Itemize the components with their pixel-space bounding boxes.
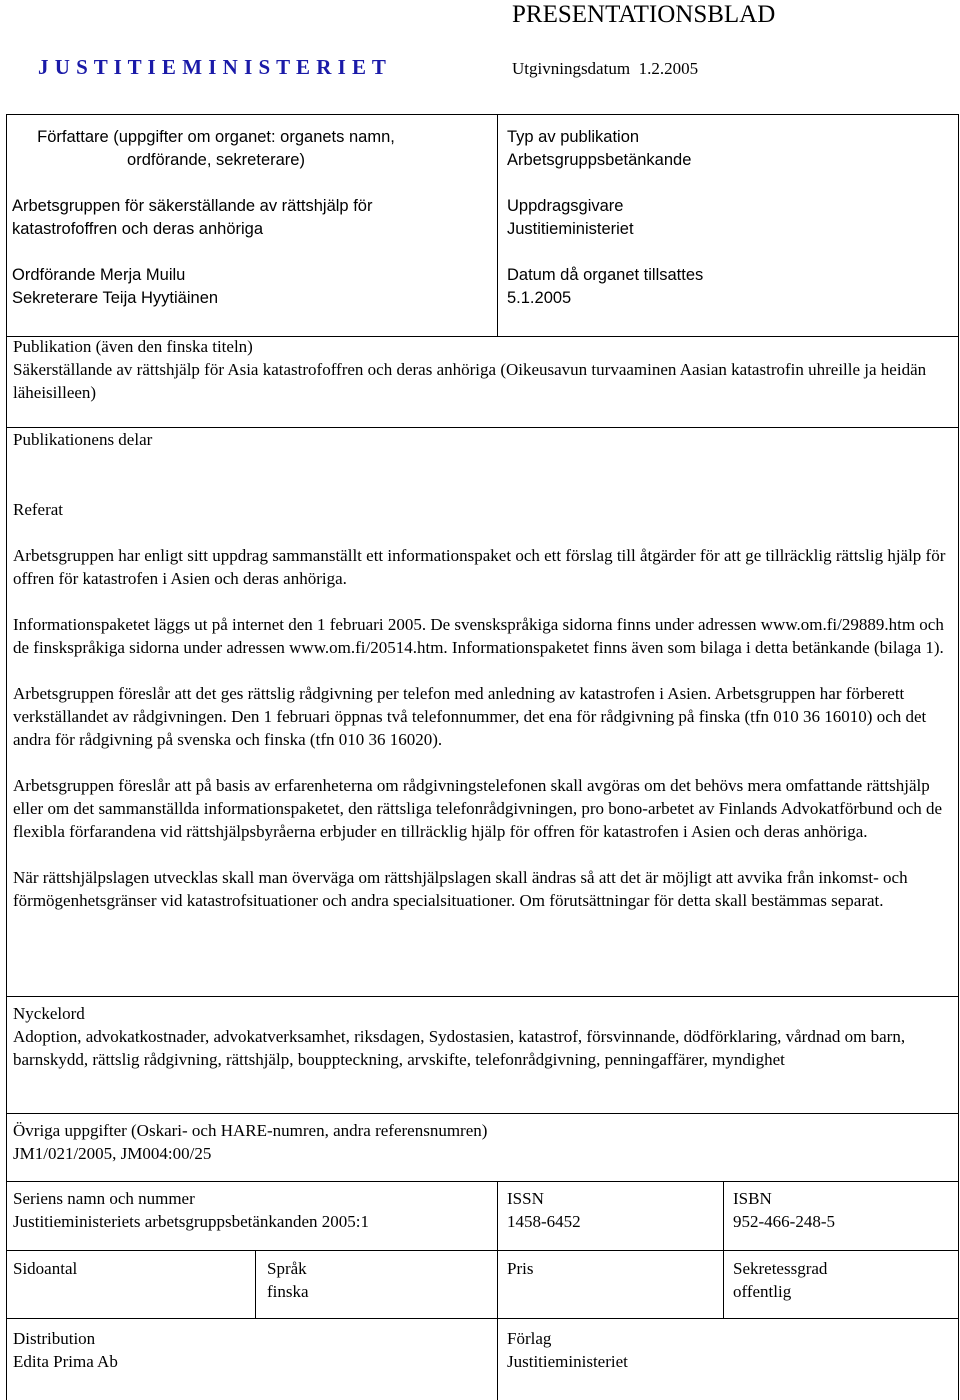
publication-title-label: Publikation (även den finska titeln): [13, 337, 253, 356]
issn-value: 1458-6452: [507, 1212, 581, 1231]
publication-title-section: [13, 335, 948, 404]
commissioned-by-label: Uppdragsgivare: [507, 197, 624, 215]
publisher-label: Förlag: [507, 1329, 552, 1348]
other-info-value: JM1/021/2005, JM004:00/25: [13, 1144, 212, 1163]
abstract-label: Referat: [13, 500, 64, 519]
publication-type-value: Arbetsgruppsbetänkande: [507, 151, 692, 169]
issue-date: [512, 58, 698, 80]
price-label: Pris: [507, 1259, 534, 1278]
publication-title-value: Säkerställande av rättshjälp för Asia katastrofoffren och deras anhöriga (Oikeusavun turvaaminen Aasian katastrofin uhreille ja heidän läheisilleen): [13, 360, 927, 402]
publisher-value: Justitieministeriet: [507, 1352, 628, 1371]
abstract-paragraph: Informationspaketet läggs ut på internet den 1 februari 2005. De svenskspråkiga sidorna finns under adressen www.om.fi/29889.htm och de finskspråkiga sidorna under adressen www.om.fi/20514.htm. Informationspaketet finns även som bilaga i detta betänkande (bilaga 1).: [13, 615, 944, 657]
issue-date-label: Utgivningsdatum: [512, 59, 631, 78]
secrecy-label: Sekretessgrad: [733, 1259, 828, 1278]
secrecy-value: offentlig: [733, 1282, 792, 1301]
author-label-line1: Författare (uppgifter om organet: organets namn,: [37, 128, 395, 146]
issn-label: ISSN: [507, 1189, 544, 1208]
abstract-paragraph: Arbetsgruppen föreslår att det ges rättslig rådgivning per telefon med anledning av katastrofen i Asien. Arbetsgruppen har förberett verkställandet av rådgivningen. Den 1 februari öppnas två telefonnummer, det ena för rådgivning på finska (tfn 010 36 16010) och det andra för rådgivning på svenska och finska (tfn 010 36 16020).: [13, 684, 927, 749]
publication-parts-label: Publikationens delar: [13, 430, 153, 449]
abstract-paragraph: Arbetsgruppen föreslår att på basis av erfarenheterna om rådgivningstelefonen skall avgöras om det behövs mera omfattande rättshjälp eller om det sammanställda informationspaketet, den rättsliga telefonrådgivningen, pro bono-arbetet av Finlands Advokatförbund och de flexibla förfarandena vid rättshjälpsbyråerna erbjuder en tillräcklig hjälp för offren för katastrofen i Asien och deras anhöriga.: [13, 776, 943, 841]
date-appointed-value: 5.1.2005: [507, 289, 572, 307]
publication-parts-section: [13, 428, 948, 451]
author-label-line2: ordförande, sekreterare): [127, 151, 305, 169]
publication-meta: [507, 126, 947, 310]
pages-cell: [13, 1257, 249, 1280]
author-secretary: Sekreterare Teija Hyytiäinen: [12, 289, 219, 307]
other-info-label: Övriga uppgifter (Oskari- och HARE-numren, andra referensnumren): [13, 1121, 488, 1140]
abstract-paragraph: Arbetsgruppen har enligt sitt uppdrag sammanställt ett informationspaket och ett förslag till åtgärder för att ge tillräcklig rättslig hjälp för offren för katastrofen i Asien och deras anhöriga.: [13, 546, 946, 588]
price-cell: [507, 1257, 717, 1280]
keywords-section: [13, 1002, 948, 1071]
document-type-heading: PRESENTATIONSBLAD: [512, 1, 776, 28]
distribution-value: Edita Prima Ab: [13, 1352, 118, 1371]
distribution-label: Distribution: [13, 1329, 96, 1348]
ministry-name: J U S T I T I E M I N I S T E R I E T: [38, 55, 387, 79]
series-cell: [13, 1187, 493, 1233]
issn-cell: [507, 1187, 717, 1233]
secrecy-cell: [733, 1257, 953, 1303]
keywords-value: Adoption, advokatkostnader, advokatverksamhet, riksdagen, Sydostasien, katastrof, försvinnande, dödförklaring, vårdnad om barn, barnskydd, rättslig rådgivning, rättshjälp, bouppteckning, arvskifte, telefonrådgivning, penningaffärer, myndighet: [13, 1027, 906, 1069]
isbn-cell: [733, 1187, 953, 1233]
author-chair: Ordförande Merja Muilu: [12, 266, 186, 284]
abstract-paragraph: När rättshjälpslagen utvecklas skall man överväga om rättshjälpslagen skall ändras så att det är möjligt att avvika från inkomst- och förmögenhetsgränser vid katastrofsituationer och andra specialsituationer. Om förutsättningar för detta skall bestämmas separat.: [13, 868, 908, 910]
author-section: [12, 126, 492, 310]
date-appointed-label: Datum då organet tillsattes: [507, 266, 704, 284]
commissioned-by-value: Justitieministeriet: [507, 220, 634, 238]
pages-label: Sidoantal: [13, 1259, 78, 1278]
publisher-cell: [507, 1327, 947, 1373]
isbn-label: ISBN: [733, 1189, 772, 1208]
abstract-section: [13, 498, 948, 935]
language-value: finska: [267, 1282, 309, 1301]
author-org-name: Arbetsgruppen för säkerställande av rättshjälp för katastrofoffren och deras anhöriga: [12, 197, 373, 238]
issue-date-value: 1.2.2005: [638, 59, 699, 78]
series-label: Seriens namn och nummer: [13, 1189, 195, 1208]
other-info-section: [13, 1119, 948, 1165]
publication-type-label: Typ av publikation: [507, 128, 640, 146]
language-label: Språk: [267, 1259, 307, 1278]
series-value: Justitieministeriets arbetsgruppsbetänkanden 2005:1: [13, 1212, 369, 1231]
distribution-cell: [13, 1327, 493, 1373]
language-cell: [267, 1257, 492, 1303]
keywords-label: Nyckelord: [13, 1004, 85, 1023]
isbn-value: 952-466-248-5: [733, 1212, 835, 1231]
